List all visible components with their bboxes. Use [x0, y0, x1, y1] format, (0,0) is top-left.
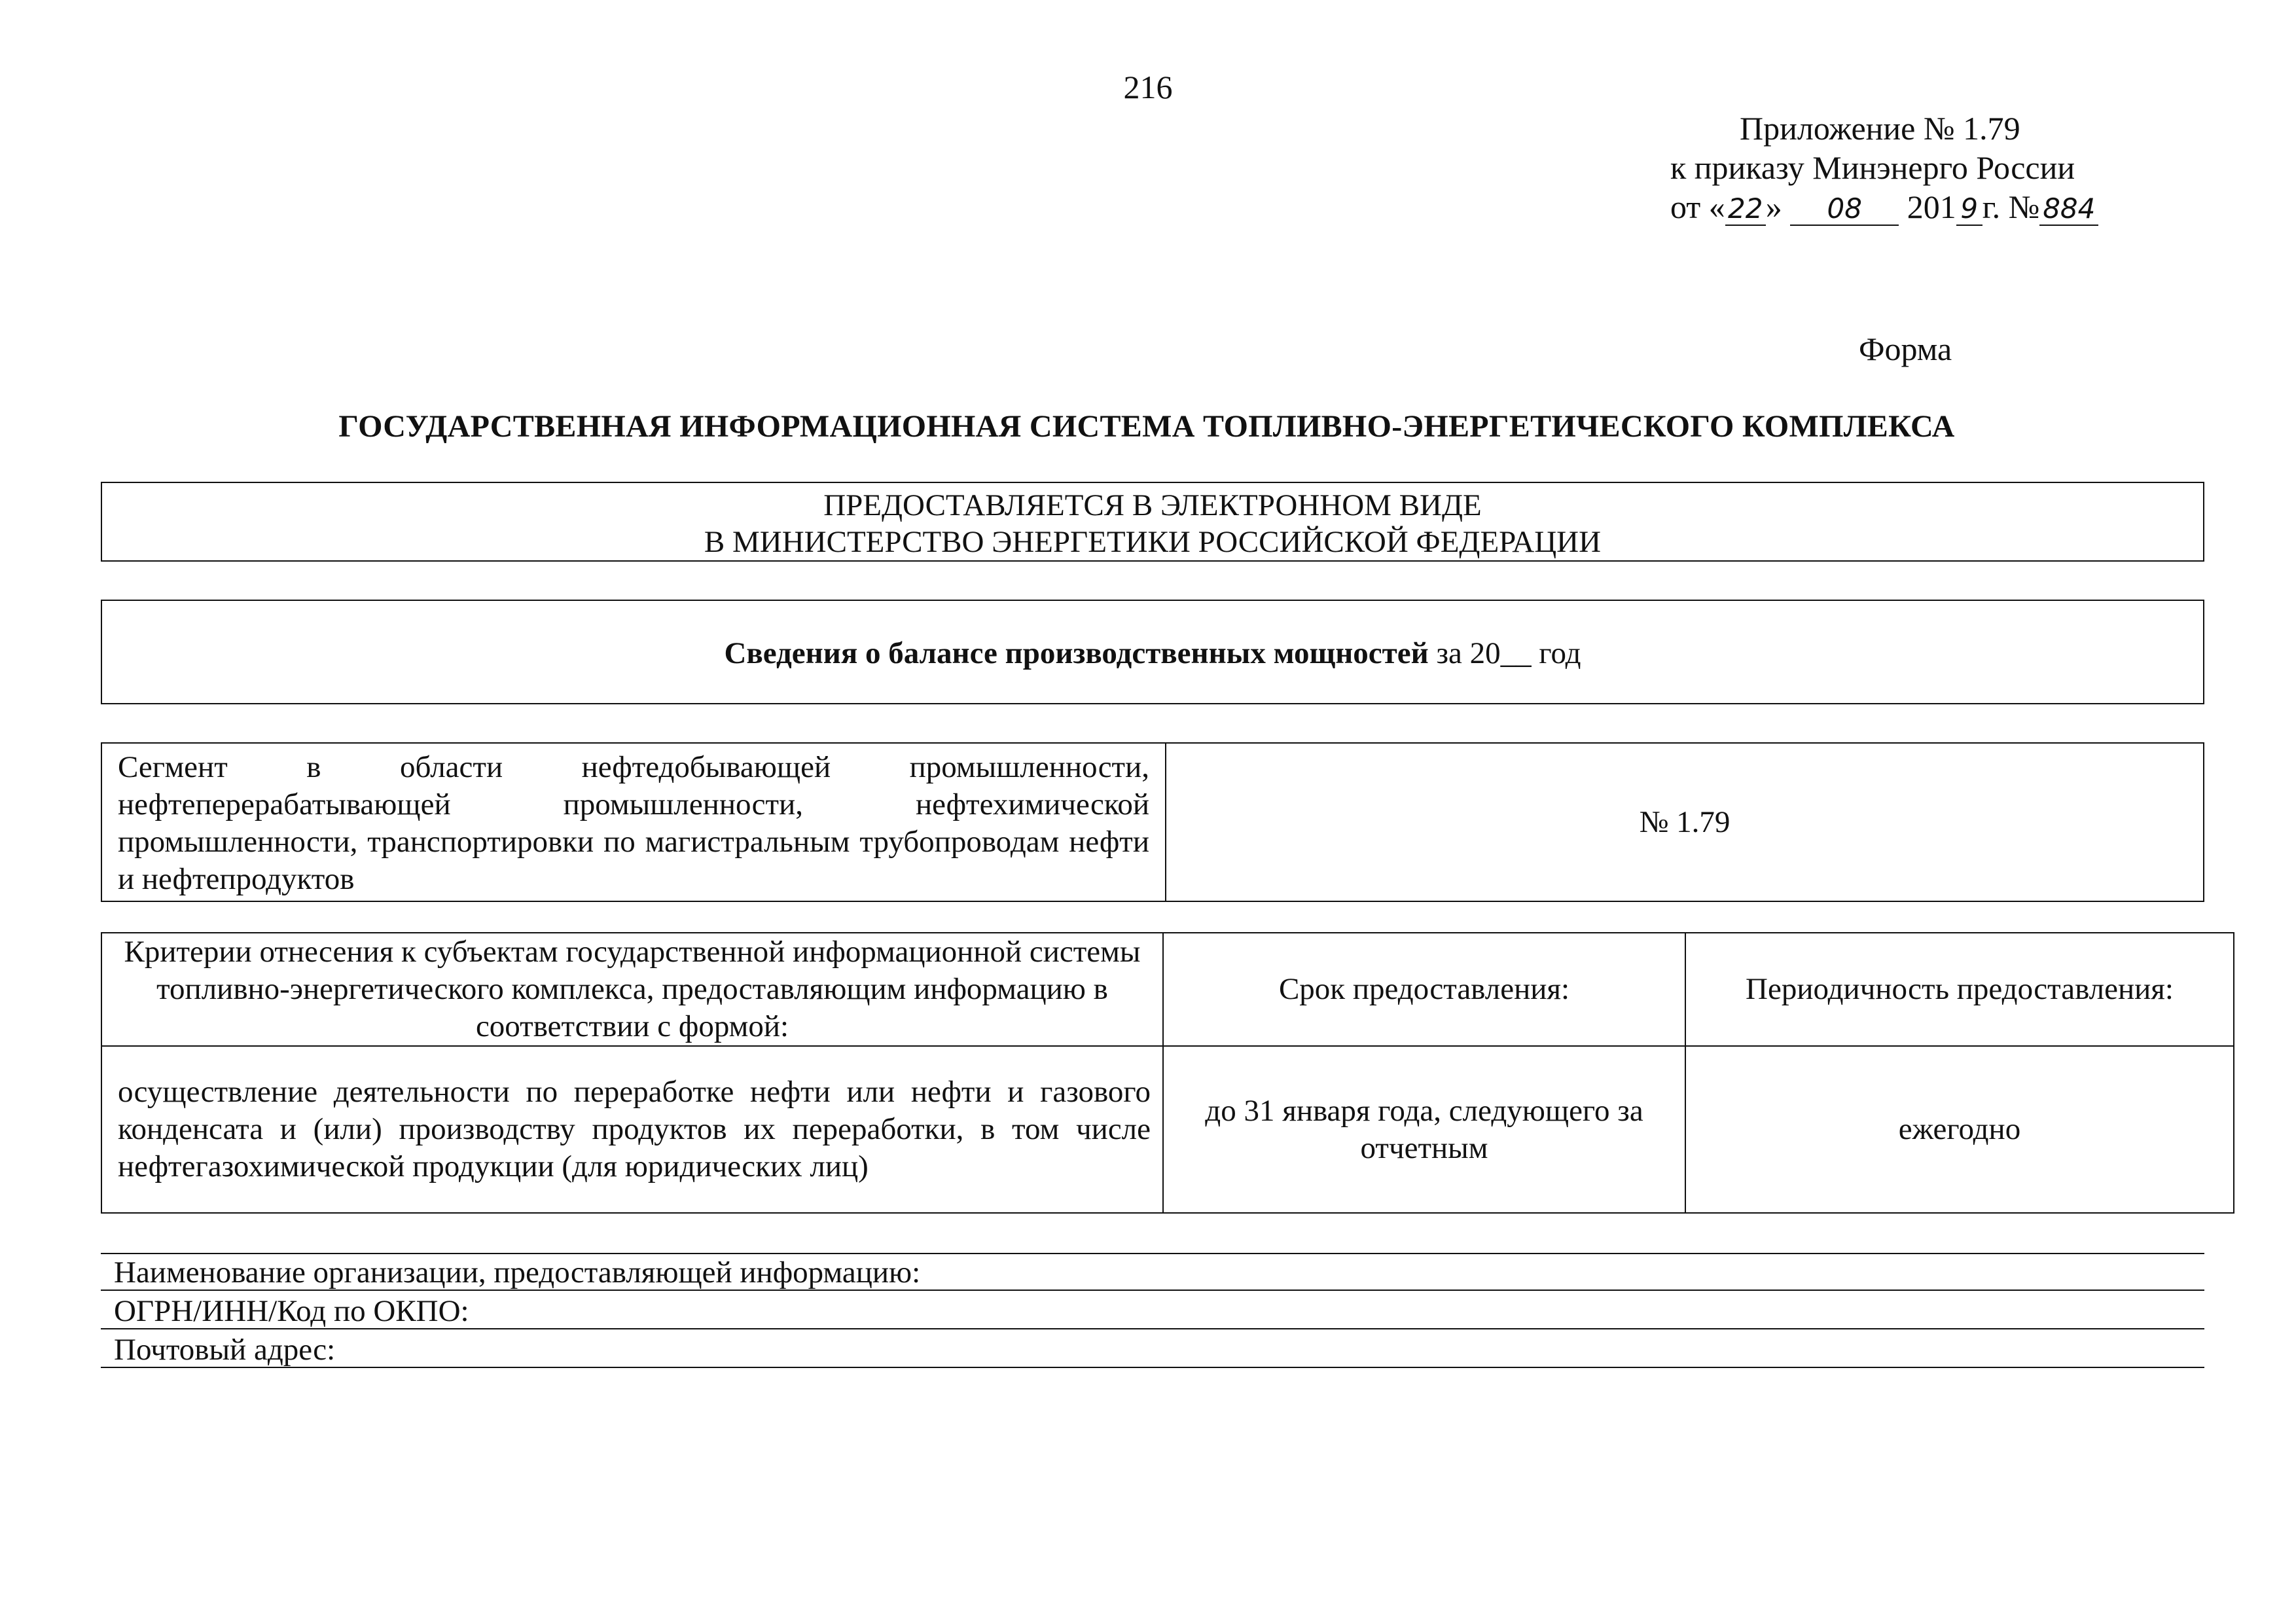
date-prefix: от « [1670, 189, 1725, 225]
header-deadline: Срок предоставления: [1163, 933, 1685, 1046]
address-label: Почтовый адрес: [114, 1333, 336, 1367]
header-frequency: Периодичность предоставления: [1685, 933, 2234, 1046]
address-field[interactable] [101, 1331, 2204, 1368]
date-mid: » [1765, 189, 1782, 225]
org-name-label: Наименование организации, предоставляющей информацию: [114, 1255, 921, 1290]
appendix-order-date [1584, 187, 2238, 226]
order-number-prefix: г. № [1982, 189, 2040, 225]
system-title: ГОСУДАРСТВЕННАЯ ИНФОРМАЦИОННАЯ СИСТЕМА ТОПЛИВНО-ЭНЕРГЕТИЧЕСКОГО КОМПЛЕКСА [338, 409, 1955, 444]
segment-description: Сегмент в области нефтедобывающей промышленности, нефтеперерабатывающей промышленности, нефтехимической промышленности, транспортировки по магистральным трубопроводам нефти и нефтепродуктов [101, 743, 1166, 901]
frequency-cell: ежегодно [1685, 1046, 2234, 1213]
electronic-notice-line-1: ПРЕДОСТАВЛЯЕТСЯ В ЭЛЕКТРОННОМ ВИДЕ [823, 488, 1482, 522]
electronic-notice-line-2: В МИНИСТЕРСТВО ЭНЕРГЕТИКИ РОССИЙСКОЙ ФЕДЕРАЦИИ [704, 525, 1602, 559]
segment-table [101, 742, 2204, 902]
handwritten-year-digit: 9 [1956, 193, 1982, 226]
electronic-notice-box [101, 482, 2204, 562]
header-criteria: Критерии отнесения к субъектам государственной информационной системы топливно-энергетического комплекса, предоставляющим информацию в соответствии с формой: [101, 933, 1163, 1046]
handwritten-order-number: 884 [2039, 193, 2098, 226]
org-name-field[interactable] [101, 1254, 2204, 1291]
criteria-table-header [101, 933, 2234, 1046]
report-title-bold: Сведения о балансе производственных мощностей [724, 636, 1429, 670]
form-number: № 1.79 [1166, 743, 2204, 901]
report-title-box [101, 600, 2204, 704]
page-number: 216 [1123, 69, 1173, 105]
criteria-cell: осуществление деятельности по переработке нефти или нефти и газового конденсата и (или) производству продуктов их переработки, в том числе нефтегазохимической продукции (для юридических лиц) [101, 1046, 1163, 1213]
report-title-period: за 20__ год [1428, 636, 1581, 670]
ogrn-field[interactable] [101, 1293, 2204, 1329]
deadline-cell: до 31 января года, следующего за отчетным [1163, 1046, 1685, 1213]
handwritten-day: 22 [1725, 193, 1766, 226]
appendix-reference [1584, 109, 2238, 226]
criteria-table-row [101, 1046, 2234, 1213]
ogrn-label: ОГРН/ИНН/Код по ОКПО: [114, 1294, 469, 1328]
handwritten-month: 08 [1790, 193, 1899, 226]
appendix-number: Приложение № 1.79 [1740, 110, 2020, 147]
form-label: Форма [1859, 331, 1952, 367]
criteria-table [101, 932, 2234, 1214]
appendix-order-reference: к приказу Минэнерго России [1670, 149, 2075, 186]
year-prefix: 201 [1907, 189, 1956, 225]
